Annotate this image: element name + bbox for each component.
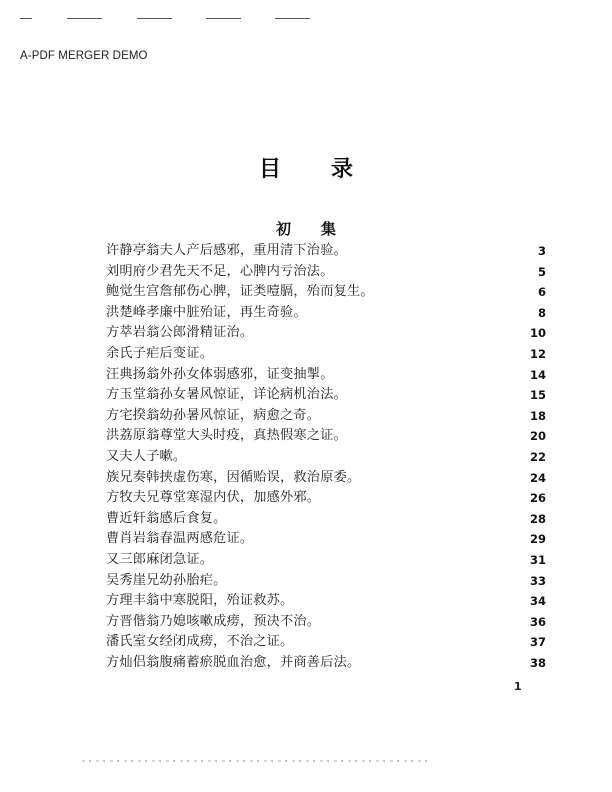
toc-entry[interactable]: [106, 262, 546, 283]
toc-entry[interactable]: [106, 303, 546, 324]
toc-entry-page: 3: [537, 244, 546, 258]
toc-entry[interactable]: [106, 241, 546, 262]
top-rule: [137, 18, 172, 19]
toc-entry-page: 12: [529, 346, 546, 361]
toc-entry[interactable]: [106, 653, 546, 674]
toc-entry-page: 10: [529, 326, 546, 341]
toc-entry-title: 方宅揆翁幼孙暑风惊证，病愈之奇。: [106, 407, 321, 423]
toc-entry-page: 31: [529, 552, 546, 567]
section-heading: [0, 218, 612, 239]
toc-entry-page: 34: [529, 594, 546, 609]
toc-entry-title: 吴秀崖兄幼孙胎疟。: [106, 572, 227, 588]
top-rule: [67, 18, 102, 19]
toc-entry-title: 刘明府少君先天不足，心脾内亏治法。: [106, 263, 334, 279]
toc-entry-title: 又三郎麻闭急证。: [106, 551, 214, 567]
toc-entry[interactable]: [106, 344, 546, 365]
page-number: 1: [514, 680, 522, 693]
toc-entry-page: 28: [529, 511, 546, 526]
toc-entry-title: 洪荔原翁尊堂大头时疫，真热假寒之证。: [106, 428, 347, 444]
page-title: [0, 152, 612, 183]
toc-entry-title: 方理丰翁中寒脱阳，殆证救苏。: [106, 593, 294, 609]
toc-entry-page: 15: [529, 388, 546, 403]
toc-entry-title: 余氏子疟后变证。: [106, 345, 214, 361]
top-rule: [275, 18, 310, 19]
toc-entry[interactable]: [106, 632, 546, 653]
toc-entry[interactable]: [106, 529, 546, 550]
toc-entry-page: 37: [529, 635, 546, 650]
toc-entry-page: 24: [529, 470, 546, 485]
page-title-char: 录: [331, 156, 354, 182]
toc-entry-title: 潘氏室女经闭成痨，不治之证。: [106, 634, 294, 650]
toc-entry-page: 6: [537, 285, 546, 300]
toc-entry-title: 又夫人子嗽。: [106, 448, 187, 464]
toc-entry[interactable]: [106, 468, 546, 489]
toc-entry[interactable]: [106, 591, 546, 612]
section-heading-char: 初: [275, 220, 291, 238]
toc-entry[interactable]: [106, 282, 546, 303]
toc-entry-page: 26: [529, 491, 546, 506]
toc-entry-title: 洪楚峰孝廉中脏殆证，再生奇验。: [106, 304, 307, 320]
toc-entry-title: 方萃岩翁公郎滑精证治。: [106, 325, 254, 341]
toc-entry[interactable]: [106, 488, 546, 509]
toc-entry-page: 36: [529, 614, 546, 629]
toc-entry-title: 方牧夫兄尊堂寒湿内伏，加感外邪。: [106, 490, 321, 506]
toc-entry-page: 38: [529, 655, 546, 670]
toc-entry-page: 33: [529, 573, 546, 588]
toc-entry-page: 5: [537, 264, 546, 279]
toc-entry[interactable]: [106, 509, 546, 530]
page-title-char: 目: [258, 156, 281, 182]
toc-entry-title: 方玉堂翁孙女暑风惊证，详论病机治法。: [106, 387, 347, 403]
scan-artifact-line: [82, 760, 427, 762]
toc-entry[interactable]: [106, 406, 546, 427]
toc-entry[interactable]: [106, 385, 546, 406]
toc-entry-title: 方晋偕翁乃媳咳嗽成痨，预决不治。: [106, 613, 321, 629]
toc-entry-page: 18: [529, 408, 546, 423]
toc-entry-title: 鲍觉生宫詹郁伤心脾，证类噎膈，殆而复生。: [106, 284, 374, 300]
watermark-text: A-PDF MERGER DEMO: [20, 50, 148, 62]
toc-entry-title: 许静亭翁夫人产后感邪，重用清下治验。: [106, 243, 347, 258]
toc-entry[interactable]: [106, 571, 546, 592]
toc-entry[interactable]: [106, 447, 546, 468]
toc-entry-page: 8: [537, 305, 546, 320]
toc-entry[interactable]: [106, 323, 546, 344]
toc-entry[interactable]: [106, 550, 546, 571]
toc-entry-page: 20: [529, 429, 546, 444]
toc-entry-page: 14: [529, 367, 546, 382]
toc-entry-title: 族兄奏韩挟虚伤寒，因循贻误，救治原委。: [106, 469, 361, 485]
top-rule: [206, 18, 241, 19]
toc-entry-title: 曹近轩翁感后食复。: [106, 510, 227, 526]
toc-entry[interactable]: [106, 612, 546, 633]
toc-entry[interactable]: [106, 426, 546, 447]
section-heading-char: 集: [321, 220, 337, 238]
toc-entry-title: 方灿侣翁腹痛蓄瘀脱血治愈，并商善后法。: [106, 654, 361, 670]
table-of-contents: [106, 241, 546, 673]
toc-entry-page: 29: [529, 532, 546, 547]
toc-entry[interactable]: [106, 365, 546, 386]
toc-entry-title: 汪典扬翁外孙女体弱感邪，证变抽掣。: [106, 366, 334, 382]
top-rule: [20, 18, 32, 19]
toc-entry-page: 22: [529, 449, 546, 464]
toc-entry-title: 曹肖岩翁春温两感危证。: [106, 531, 254, 547]
